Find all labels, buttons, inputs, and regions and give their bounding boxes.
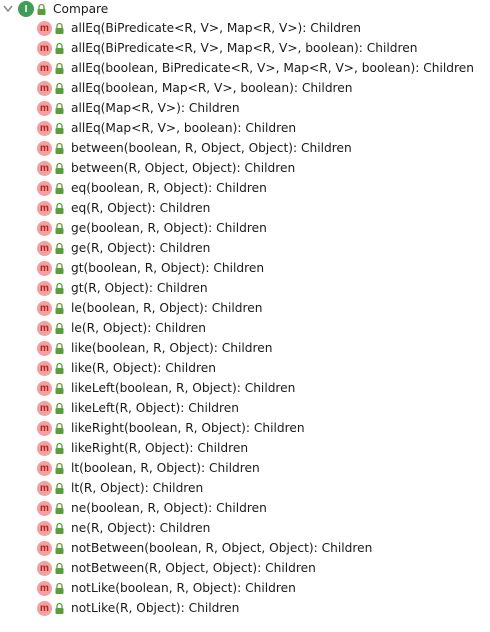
lock-icon	[54, 542, 65, 555]
lock-icon	[54, 82, 65, 95]
method-icon: m	[37, 201, 52, 216]
method-row[interactable]	[0, 238, 490, 258]
lock-icon	[54, 442, 65, 455]
method-icon: m	[37, 441, 52, 456]
method-signature: eq(R, Object): Children	[71, 201, 211, 215]
method-icon: m	[37, 301, 52, 316]
method-row[interactable]	[0, 158, 490, 178]
lock-icon	[54, 102, 65, 115]
lock-icon	[54, 342, 65, 355]
method-signature: between(boolean, R, Object, Object): Children	[71, 141, 352, 155]
method-row[interactable]	[0, 358, 490, 378]
method-signature: ne(boolean, R, Object): Children	[71, 501, 267, 515]
method-row[interactable]	[0, 218, 490, 238]
lock-icon	[54, 482, 65, 495]
method-signature: notBetween(R, Object, Object): Children	[71, 561, 316, 575]
lock-icon	[54, 122, 65, 135]
lock-icon	[54, 182, 65, 195]
lock-icon	[54, 162, 65, 175]
method-row[interactable]	[0, 478, 490, 498]
method-row[interactable]	[0, 38, 490, 58]
method-signature: notLike(R, Object): Children	[71, 601, 240, 615]
method-icon: m	[37, 81, 52, 96]
lock-icon	[54, 22, 65, 35]
method-signature: ge(boolean, R, Object): Children	[71, 221, 267, 235]
method-icon: m	[37, 321, 52, 336]
method-row[interactable]	[0, 258, 490, 278]
lock-icon	[54, 502, 65, 515]
method-row[interactable]	[0, 178, 490, 198]
method-icon: m	[37, 581, 52, 596]
interface-icon: I	[18, 1, 34, 17]
method-row[interactable]	[0, 78, 490, 98]
method-signature: between(R, Object, Object): Children	[71, 161, 296, 175]
method-icon: m	[37, 181, 52, 196]
lock-icon	[54, 582, 65, 595]
method-icon: m	[37, 21, 52, 36]
method-row[interactable]	[0, 318, 490, 338]
method-row[interactable]	[0, 438, 490, 458]
method-icon: m	[37, 421, 52, 436]
method-signature: allEq(BiPredicate<R, V>, Map<R, V>): Children	[71, 21, 361, 35]
lock-icon	[54, 202, 65, 215]
lock-icon	[54, 142, 65, 155]
method-row[interactable]	[0, 338, 490, 358]
method-row[interactable]	[0, 118, 490, 138]
method-signature: le(R, Object): Children	[71, 321, 206, 335]
lock-icon	[54, 402, 65, 415]
method-signature: ne(R, Object): Children	[71, 521, 211, 535]
method-row[interactable]	[0, 18, 490, 38]
method-signature: lt(boolean, R, Object): Children	[71, 461, 260, 475]
method-signature: allEq(boolean, BiPredicate<R, V>, Map<R, V>, boolean): Children	[71, 61, 474, 75]
method-signature: like(boolean, R, Object): Children	[71, 341, 273, 355]
lock-icon	[54, 262, 65, 275]
method-signature: gt(R, Object): Children	[71, 281, 208, 295]
method-icon: m	[37, 601, 52, 616]
method-signature: lt(R, Object): Children	[71, 481, 204, 495]
method-icon: m	[37, 341, 52, 356]
method-signature: notBetween(boolean, R, Object, Object): Children	[71, 541, 373, 555]
method-signature: allEq(boolean, Map<R, V>, boolean): Children	[71, 81, 353, 95]
method-row[interactable]	[0, 138, 490, 158]
lock-icon	[54, 42, 65, 55]
method-signature: likeRight(boolean, R, Object): Children	[71, 421, 305, 435]
method-icon: m	[37, 401, 52, 416]
method-signature: likeRight(R, Object): Children	[71, 441, 249, 455]
method-signature: like(R, Object): Children	[71, 361, 216, 375]
method-icon: m	[37, 501, 52, 516]
lock-icon	[36, 3, 47, 16]
lock-icon	[54, 522, 65, 535]
method-icon: m	[37, 281, 52, 296]
method-row[interactable]	[0, 518, 490, 538]
method-row[interactable]	[0, 58, 490, 78]
method-icon: m	[37, 481, 52, 496]
lock-icon	[54, 222, 65, 235]
lock-icon	[54, 462, 65, 475]
method-row[interactable]	[0, 578, 490, 598]
method-icon: m	[37, 461, 52, 476]
method-signature: le(boolean, R, Object): Children	[71, 301, 263, 315]
method-row[interactable]	[0, 498, 490, 518]
lock-icon	[54, 382, 65, 395]
method-icon: m	[37, 221, 52, 236]
lock-icon	[54, 302, 65, 315]
method-row[interactable]	[0, 298, 490, 318]
lock-icon	[54, 562, 65, 575]
method-icon: m	[37, 521, 52, 536]
chevron-down-icon[interactable]	[3, 3, 13, 15]
method-row[interactable]	[0, 458, 490, 478]
method-signature: allEq(BiPredicate<R, V>, Map<R, V>, boolean): Children	[71, 41, 418, 55]
tree-root-label: Compare	[53, 2, 109, 16]
method-icon: m	[37, 381, 52, 396]
method-icon: m	[37, 61, 52, 76]
method-icon: m	[37, 41, 52, 56]
method-row[interactable]	[0, 278, 490, 298]
method-signature: likeLeft(boolean, R, Object): Children	[71, 381, 296, 395]
method-row[interactable]	[0, 598, 490, 618]
method-row[interactable]	[0, 98, 490, 118]
lock-icon	[54, 362, 65, 375]
method-row[interactable]	[0, 198, 490, 218]
method-row[interactable]	[0, 378, 490, 398]
method-signature: gt(boolean, R, Object): Children	[71, 261, 265, 275]
method-icon: m	[37, 161, 52, 176]
method-icon: m	[37, 121, 52, 136]
lock-icon	[54, 282, 65, 295]
method-signature: allEq(Map<R, V>): Children	[71, 101, 240, 115]
method-icon: m	[37, 101, 52, 116]
lock-icon	[54, 602, 65, 615]
lock-icon	[54, 62, 65, 75]
method-icon: m	[37, 561, 52, 576]
method-signature: likeLeft(R, Object): Children	[71, 401, 239, 415]
lock-icon	[54, 242, 65, 255]
method-icon: m	[37, 241, 52, 256]
tree-root-compare[interactable]	[0, 0, 490, 18]
method-signature: notLike(boolean, R, Object): Children	[71, 581, 296, 595]
method-icon: m	[37, 141, 52, 156]
lock-icon	[54, 322, 65, 335]
method-signature: eq(boolean, R, Object): Children	[71, 181, 267, 195]
lock-icon	[54, 422, 65, 435]
method-icon: m	[37, 361, 52, 376]
method-row[interactable]	[0, 398, 490, 418]
method-row[interactable]	[0, 538, 490, 558]
method-signature: allEq(Map<R, V>, boolean): Children	[71, 121, 297, 135]
method-icon: m	[37, 541, 52, 556]
method-icon: m	[37, 261, 52, 276]
method-row[interactable]	[0, 558, 490, 578]
method-row[interactable]	[0, 418, 490, 438]
method-signature: ge(R, Object): Children	[71, 241, 211, 255]
